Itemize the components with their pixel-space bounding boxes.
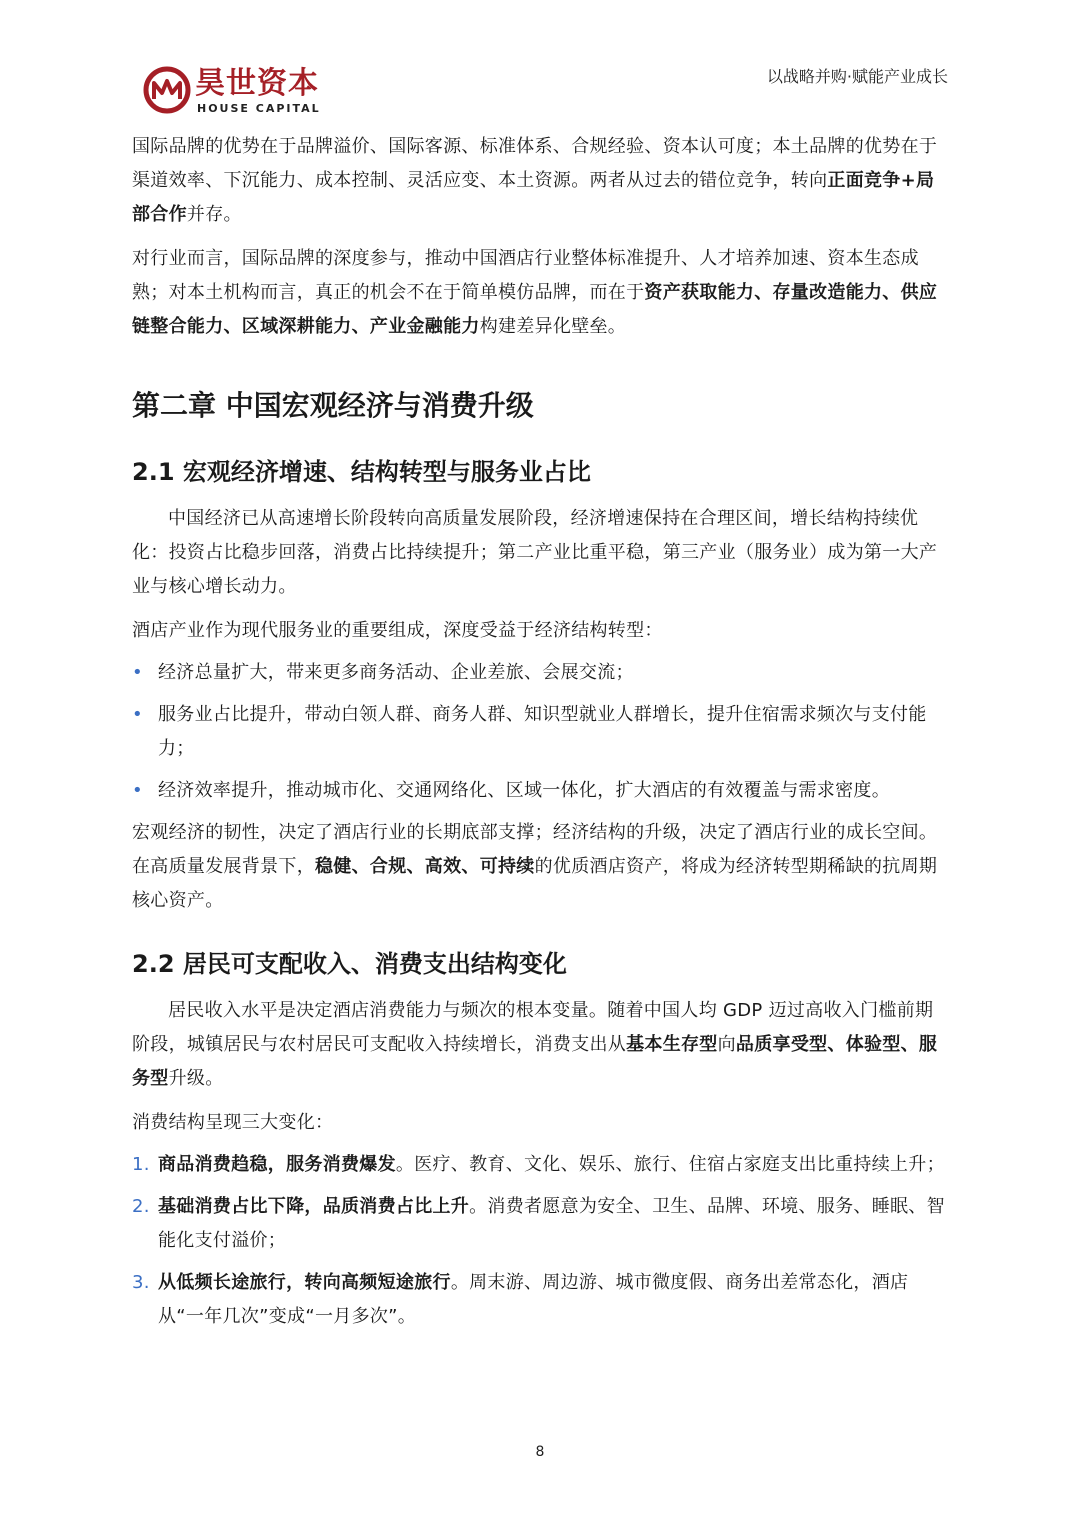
bullet-list (132, 656, 950, 808)
page-number: 8 (535, 1444, 545, 1460)
logo-chinese-name: 昊世资本 (195, 66, 319, 101)
list-item: 1. 商品消费趋稳，服务消费爆发。医疗、教育、文化、娱乐、旅行、住宿占家庭支出比重持续上升； (132, 1148, 950, 1182)
list-item: • 经济效率提升，推动城市化、交通网络化、区域一体化，扩大酒店的有效覆盖与需求密度。 (132, 774, 950, 808)
company-logo (143, 66, 323, 122)
chapter-title: 第二章 中国宏观经济与消费升级 (132, 389, 534, 422)
bullet-icon: • (132, 704, 143, 725)
list-item: 3. 从低频长途旅行，转向高频短途旅行。周末游、周边游、城市微度假、商务出差常态化，酒店从“一年几次”变成“一月多次”。 (132, 1266, 950, 1334)
list-number: 3. (132, 1272, 150, 1293)
numbered-list (132, 1148, 950, 1334)
list-item: • 经济总量扩大，带来更多商务活动、企业差旅、会展交流； (132, 656, 950, 690)
list-number: 2. (132, 1196, 150, 1217)
list-number: 1. (132, 1154, 150, 1175)
section-title-2-2: 2.2 居民可支配收入、消费支出结构变化 (132, 950, 567, 978)
page-content (132, 130, 950, 1342)
intro-paragraph-1: 国际品牌的优势在于品牌溢价、国际客源、标准体系、合规经验、资本认可度；本土品牌的优势在于渠道效率、下沉能力、成本控制、灵活应变、本土资源。两者从过去的错位竞争，转向正面竞争+局部合作并存。 (132, 136, 938, 225)
section-2-2-paragraph-1: 居民收入水平是决定酒店消费能力与频次的根本变量。随着中国人均 GDP 迈过高收入门槛前期阶段，城镇居民与农村居民可支配收入持续增长，消费支出从基本生存型向品质享受型、体验型、服务型升级。 (132, 1000, 938, 1089)
list-item: 2. 基础消费占比下降，品质消费占比上升。消费者愿意为安全、卫生、品牌、环境、服务、睡眠、智能化支付溢价； (132, 1190, 950, 1258)
section-2-1-paragraph-3: 宏观经济的韧性，决定了酒店行业的长期底部支撑；经济结构的升级，决定了酒店行业的成长空间。在高质量发展背景下，稳健、合规、高效、可持续的优质酒店资产，将成为经济转型期稀缺的抗周期核心资产。 (132, 822, 938, 911)
section-2-1-paragraph-1: 中国经济已从高速增长阶段转向高质量发展阶段，经济增速保持在合理区间，增长结构持续优化：投资占比稳步回落，消费占比持续提升；第二产业比重平稳，第三产业（服务业）成为第一大产业与核心增长动力。 (132, 508, 938, 597)
section-2-1-paragraph-2: 酒店产业作为现代服务业的重要组成，深度受益于经济结构转型： (132, 620, 663, 641)
section-2-2-paragraph-2: 消费结构呈现三大变化： (132, 1112, 334, 1133)
house-capital-logo-icon (143, 66, 191, 114)
bullet-icon: • (132, 662, 143, 683)
bullet-icon: • (132, 780, 143, 801)
section-title-2-1: 2.1 宏观经济增速、结构转型与服务业占比 (132, 458, 591, 486)
list-item: • 服务业占比提升，带动白领人群、商务人群、知识型就业人群增长，提升住宿需求频次与支付能力； (132, 698, 950, 766)
logo-english-name: HOUSE CAPITAL (197, 102, 321, 115)
header-tagline: 以战略并购·赋能产业成长 (766, 67, 948, 86)
intro-paragraph-2: 对行业而言，国际品牌的深度参与，推动中国酒店行业整体标准提升、人才培养加速、资本生态成熟；对本土机构而言，真正的机会不在于简单模仿品牌，而在于资产获取能力、存量改造能力、供应链整合能力、区域深耕能力、产业金融能力构建差异化壁垒。 (132, 248, 938, 337)
